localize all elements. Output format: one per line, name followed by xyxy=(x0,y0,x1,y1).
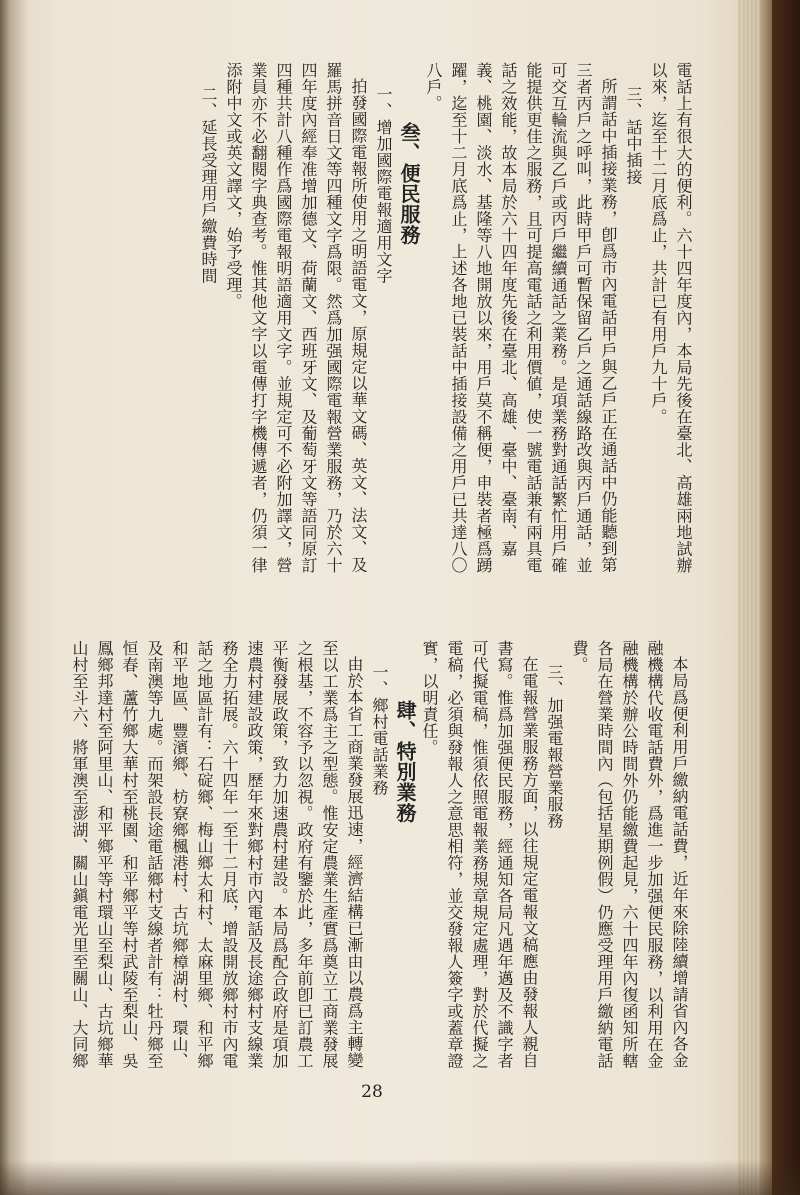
subheading-extend-payment-hours: 二、延長受理用戶繳費時間 xyxy=(199,86,218,284)
heading-special-business: 肆、特別業務 xyxy=(393,700,417,823)
subheading-telegram-languages: 一、增加國際電報適用文字 xyxy=(374,86,393,284)
page-stack-edge xyxy=(738,0,760,1195)
paragraph-telegram-languages: 拍發國際電報所使用之明語電文，原規定以華文碼、英文、法文、及羅馬拼音日文等四種文字爲限。然爲加强國際電報營業服務，乃於六十四年度內經奉准增加德文、荷蘭文、西班牙文、及葡萄牙文等語同原訂四種共計八種作爲國際電報明語適用文字。並規定可不必附加譯文，營業員亦不必翻閱字典查考。惟其他文字以電傳打字機傳遞者，仍須一律添附中文或英文譯文，始予受理。 xyxy=(224,62,368,574)
bottom-text-block xyxy=(68,640,692,1070)
page-number: 28 xyxy=(361,1082,383,1102)
bottom-shadow xyxy=(0,1160,800,1195)
subheading-rural-telephone: 一、鄉村電話業務 xyxy=(370,664,389,796)
book-cover-edge xyxy=(772,0,800,1195)
paragraph-payment-hours: 本局爲便利用戶繳納電話費，近年來除陸續增請省內各金融機構代收電話費外，爲進一步加强便民服務，以利用在金融機構於辦公時間外仍能繳費起見，六十四年內復函知所轄各局在營業時間內（包括星期例假）仍應受理用戶繳納電話費。 xyxy=(570,640,689,1069)
paragraph-call-waiting: 所謂話中插接業務，卽爲市內電話甲戶與乙戶正在通話中仍能聽到第三者丙戶之呼叫，此時甲戶可暫保留乙戶之通話線路改與丙戶通話，並可交互輪流與乙戶或丙戶繼續通話之業務。是項業務對通話繁忙用戶確能提供更佳之服務，且可提高電話之利用價値，使一號電話兼有兩具電話之效能，故本局於六十四年度先後在臺北、高雄、臺中、臺南、嘉義、桃園、淡水、基隆等八地開放以來，用戶莫不稱便，申裝者極爲踴躍，迄至十二月底爲止，上述各地已裝話中插接設備之用戶已共達八〇八戶。 xyxy=(424,62,618,574)
top-text-block xyxy=(62,62,696,582)
paragraph-telegram-service: 在電報營業服務方面，以往規定電報文稿應由發報人親自書寫。惟爲加强便民服務，經通知各局凡遇年邁及不識字者可代擬電稿，惟須依照電報業務規章規定處理，對於代擬之電稿，必須與發報人之意思相符，並交發報人簽字或蓋章證實，以明責任。 xyxy=(420,640,539,1069)
heading-convenience-service: 叁、便民服務 xyxy=(397,122,421,245)
paragraph-trial-users: 電話上有很大的便利。六十四年度內，本局先後在臺北、高雄兩地試辦以來，迄至十二月底爲止，共計已有用戶九十戶。 xyxy=(649,62,693,574)
subheading-telegram-service: 三、加强電報營業服務 xyxy=(545,664,564,829)
paragraph-rural-telephone: 由於本省工商業發展迅速，經濟結構已漸由以農爲主轉變至以工業爲主之型態。惟安定農業生產實爲奠立工商業發展之根基，不容予以忽視。政府有鑒於此，多年前卽已訂農工平衡發展政策，致力加速農村建設。本局爲配合政府是項加速農村建設政策，歷年來對鄉村市內電話及長途鄉村支線業務全力拓展。六十四年一至十二月底，增設開放鄉村市內電話之地區計有：石碇鄉、梅山鄉太和村、太麻里鄉、和平鄉和平地區、豐濱鄉、枋寮鄉楓港村、古坑鄉樟湖村、環山、及南澳等九處。而架設長途電話鄉村支線者計有：牡丹鄉至恒春、蘆竹鄉大華村至桃園、和平鄉平等村武陵至梨山、吳鳳鄉邦達村至阿里山、和平鄉平等村環山至梨山、古坑鄉華山村至斗六、將軍澳至澎湖、關山鎭電光里至關山、大同鄉 xyxy=(70,640,364,1069)
subheading-call-waiting: 三、話中插接 xyxy=(624,86,643,185)
